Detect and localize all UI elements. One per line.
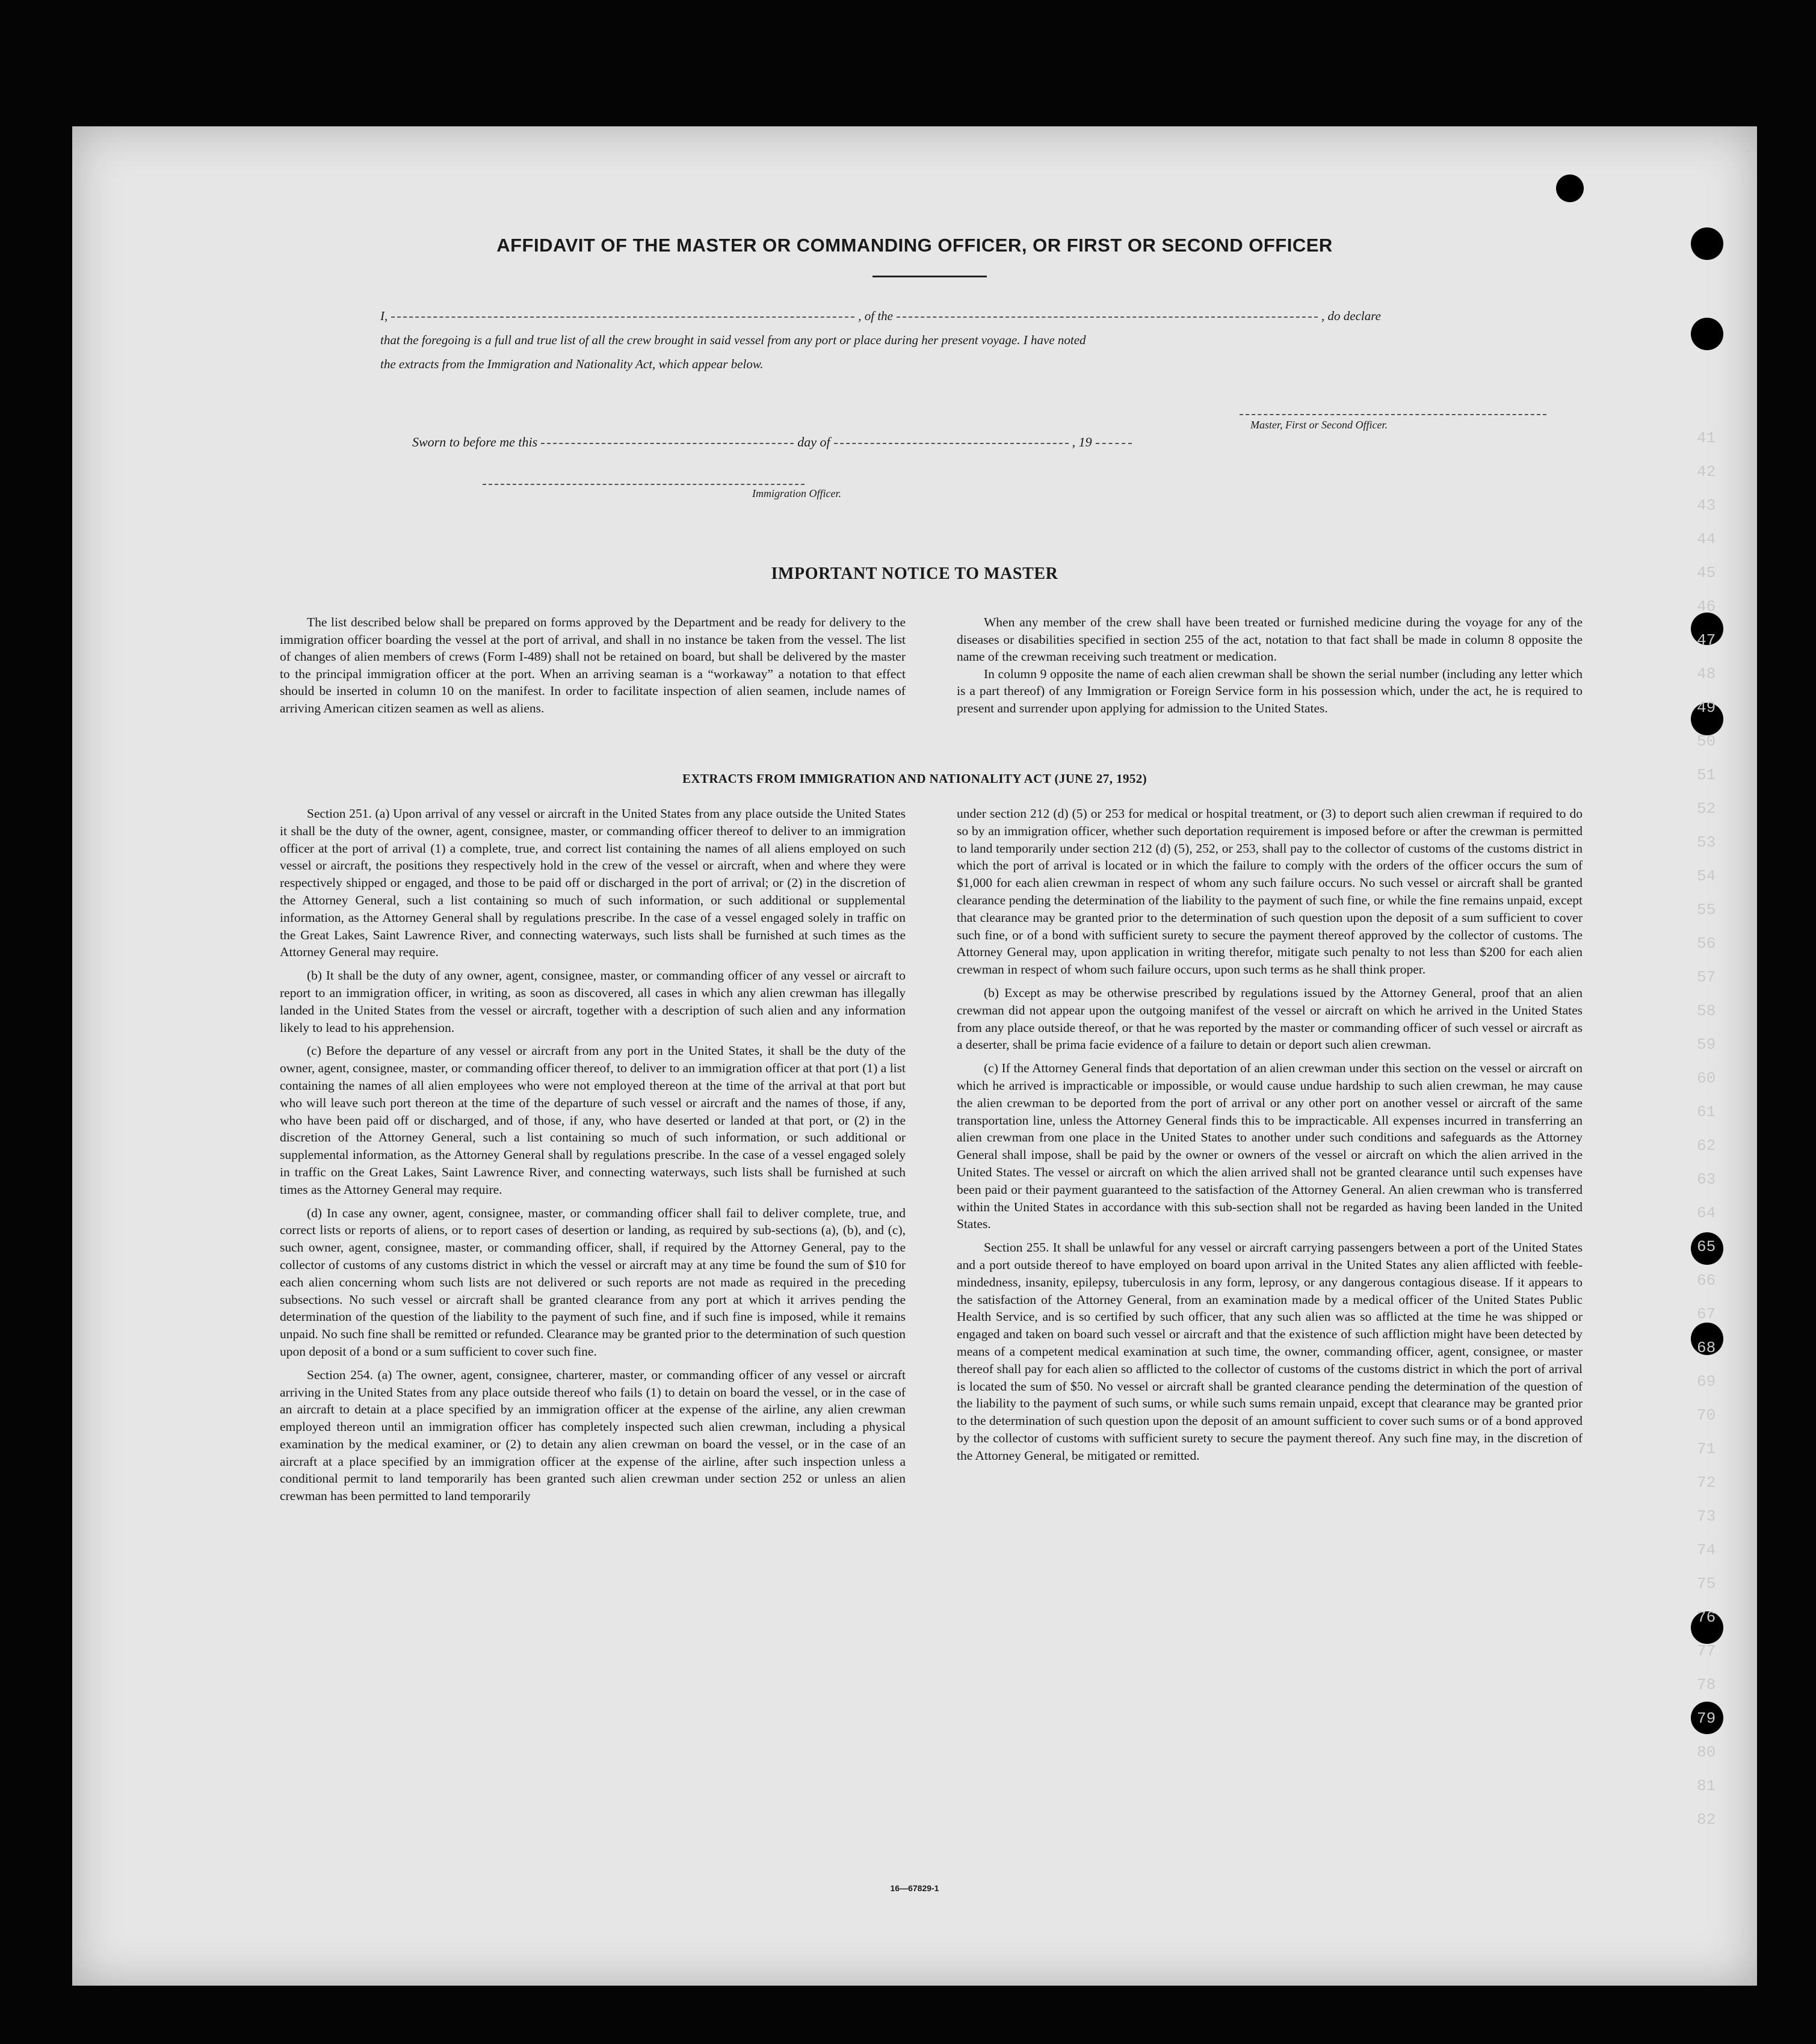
- section-254-a: Section 254. (a) The owner, agent, consignee, charterer, master, or commanding officer of any vessel or aircraft arriving in the United States from any place outside thereof who fails (1) to detain on board the vessel, or in the case of an aircraft to detain at a place specified by an immigration officer at the expense of the airline, any alien crewman employed thereon until an immigration officer has completely inspected such alien crewman, including a physical examination by the medical examiner, or (2) to detain any alien crewman on board the vessel, or in the case of an aircraft at a place specified by an immigration officer at the expense of the airline, after such inspection unless a conditional permit to land temporarily has been granted such alien crewman under section 252 or unless an alien crewman has been permitted to land temporarily: [280, 1367, 906, 1504]
- notice-right-column: [957, 614, 1583, 717]
- master-signature-line[interactable]: [1240, 414, 1546, 415]
- sworn-line: [412, 434, 1135, 450]
- notice-title: IMPORTANT NOTICE TO MASTER: [771, 564, 1058, 583]
- affidavit-line-3: the extracts from the Immigration and Nationality Act, which appear below.: [380, 357, 764, 371]
- year-label: , 19: [1072, 434, 1092, 449]
- vessel-name-field[interactable]: [897, 316, 1318, 318]
- extracts-right-column: [957, 805, 1583, 1470]
- section-255: Section 255. It shall be unlawful for any vessel or aircraft carrying passengers between a port of the United States and a port outside thereof to have employed on board upon arrival in the United States any alien afflicted with feeble-mindedness, insanity, epilepsy, tuberculosis in any form, leprosy, or any dangerous contagious disease. If it appears to the satisfaction of the Attorney General, from an examination made by a medical officer of the United States Public Health Service, and is so certified by such officer, that any such alien was so afflicted at the time he was shipped or engaged and taken on board such vessel or aircraft and that the existence of such affliction might have been detected by means of a competent medical examination at such time, the owner, commanding officer, agent, consignee, or master thereof shall pay for each alien so afflicted to the collector of customs of the customs district in which the port of arrival is located the sum of $50. No vessel or aircraft shall be granted clearance pending the determination of the question of the liability to the payment of such sums, or while such sums remain unpaid, except that clearance may be granted prior to the determination of such question upon the deposit of an amount sufficient to cover such sums or of a bond approved by the collector of customs with sufficient surety to secure the payment thereof. Any such fine may, in the discretion of the Attorney General, be mitigated or remitted.: [957, 1240, 1583, 1463]
- section-251-c: (c) Before the departure of any vessel or aircraft from any port in the United States, it shall be the duty of the owner, agent, consignee, master, or commanding officer thereof, to deliver to an immigration officer at that port (1) a list containing the names of all alien employees who were not employed thereon at the time of the arrival at that port but who will leave such port thereon at the time of the departure of such vessel or aircraft and the names of those, if any, who have been paid off or discharged, and of those, if any, who have deserted or landed at that port, or (2) in the discretion of the Attorney General, such a list containing so much of such information, or such additional or supplemental information, as the Attorney General shall by regulations prescribe. In the case of a vessel engaged solely in traffic on the Great Lakes, Saint Lawrence River, and connecting waterways, such lists shall be furnished at such times as the Attorney General may require.: [280, 1043, 906, 1197]
- immigration-officer-signature-line[interactable]: [483, 484, 805, 485]
- binder-hole: [1556, 174, 1584, 202]
- extracts-left-column: [280, 805, 906, 1511]
- section-254-c: (c) If the Attorney General finds that deportation of an alien crewman under this section on the vessel or aircraft on which he arrived is impracticable or impossible, or would cause undue hardship to such alien crewman, he may cause the alien crewman to be deported from the port of arrival or any other port on another vessel or aircraft of the same transportation line, unless the Attorney General finds this to be impracticable. All expenses incurred in transferring an alien crewman from one place in the United States to another under such conditions and safeguards as the Attorney General shall impose, shall be paid by the owner or owners of the vessel or aircraft on which the alien arrived in the United States. The vessel or aircraft on which the alien arrived shall not be granted clearance until such expenses have been paid or their payment guaranteed to the satisfaction of the Attorney General. An alien crewman who is transferred within the United States in accordance with this sub-section shall not be regarded as having been landed in the United States.: [957, 1061, 1583, 1232]
- affidavit-line-2: that the foregoing is a full and true list of all the crew brought in said vessel from any port or place during her present voyage. I have noted: [380, 333, 1086, 347]
- document-page: [72, 126, 1757, 1986]
- extracts-title: EXTRACTS FROM IMMIGRATION AND NATIONALITY ACT (JUNE 27, 1952): [682, 771, 1147, 786]
- title-underline: [872, 276, 987, 277]
- sworn-label: Sworn to before me this: [412, 434, 538, 449]
- form-number: 16—67829-1: [890, 1883, 939, 1893]
- officer-name-field[interactable]: [391, 316, 854, 318]
- master-signature-caption: Master, First or Second Officer.: [1250, 419, 1388, 431]
- section-254-a-continued: under section 212 (d) (5) or 253 for medical or hospital treatment, or (3) to deport such alien crewman if required to do so by an immigration officer, whether such deportation requirement is imposed before or after the crewman is permitted to land temporarily under section 212 (d) (5), 252, or 253, shall pay to the collector of customs of the customs district in which the port of arrival is located or in which the failure to comply with the orders of the officer occurs the sum of $1,000 for each alien crewman in respect of whom any such failure occurs. No such vessel or aircraft shall be granted clearance pending the determination of the liability to the payment of such fine, or while the fine remains unpaid, except that clearance may be granted prior to the determination of such question upon the deposit of a sum sufficient to cover such fine, or of a bond with sufficient surety to secure the payment thereof approved by the collector of customs. The Attorney General may, upon application in writing therefor, mitigate such penalty to not less than $200 for each alien crewman in respect of whom such failure occurs, upon such terms as he shall think proper.: [957, 806, 1583, 977]
- i-label: I,: [380, 309, 388, 323]
- section-251-a: Section 251. (a) Upon arrival of any vessel or aircraft in the United States from any place outside the United States it shall be the duty of the owner, agent, consignee, master, or commanding officer thereof to deliver to an immigration officer at the port of arrival (1) a complete, true, and correct list containing the names of all aliens employed on such vessel or aircraft, the positions they respectively hold in the crew of the vessel or aircraft, when and where they were respectively shipped or engaged, and those to be paid off or discharged in the port of arrival; or (2) in the discretion of the Attorney General, such a list containing so much of such information, or such additional or supplemental information, as the Attorney General shall by regulations prescribe. In the case of a vessel engaged solely in traffic on the Great Lakes, Saint Lawrence River, and connecting waterways, such lists shall be furnished at such times as the Attorney General may require.: [280, 806, 906, 960]
- section-251-b: (b) It shall be the duty of any owner, agent, consignee, master, or commanding officer of any vessel or aircraft to report to an immigration officer, in writing, as soon as discovered, all cases in which any alien crewman has illegally landed in the United States from the vessel or aircraft, together with a description of such alien and any information likely to lead to his apprehension.: [280, 968, 906, 1035]
- sworn-year-field[interactable]: [1096, 443, 1132, 444]
- affidavit-declaration-line: [380, 304, 1548, 328]
- section-251-d: (d) In case any owner, agent, consignee, master, or commanding officer shall fail to deliver complete, true, and correct lists or reports of aliens, or to report cases of desertion or landing, as required by sub-sections (a), (b), and (c), such owner, agent, consignee, master, or commanding officer, shall, if required by the Attorney General, pay to the collector of customs of any customs district in which the vessel or aircraft may at any time be found the sum of $10 for each alien concerning whom such lists are not delivered or such reports are not made as required in the preceding subsections. No such vessel or aircraft shall be granted clearance from any port at which it arrives pending the determination of the question of the liability to the payment of such fine, and if such fine is imposed, while it remains unpaid. No such fine shall be remitted or refunded. Clearance may be granted prior to the determination of such question upon deposit of a bond or a sum sufficient to cover such fine.: [280, 1205, 906, 1359]
- sworn-month-field[interactable]: [834, 443, 1069, 444]
- day-of-label: day of: [797, 434, 830, 449]
- notice-paragraph: In column 9 opposite the name of each alien crewman shall be shown the serial number (including any letter which is a part thereof) of any Immigration or Foreign Service form in his possession which, under the act, he is required to present and surrender upon applying for admission to the United States.: [957, 666, 1583, 715]
- affidavit-statement: [380, 304, 1548, 376]
- notice-paragraph: When any member of the crew shall have been treated or furnished medicine during the voyage for any of the diseases or disabilities specified in section 255 of the act, notation to that fact shall be made in column 8 opposite the name of the crewman receiving such treatment or medication.: [957, 615, 1583, 664]
- of-the-label: , of the: [858, 309, 893, 323]
- affidavit-title: AFFIDAVIT OF THE MASTER OR COMMANDING OFFICER, OR FIRST OR SECOND OFFICER: [496, 235, 1333, 256]
- binder-hole: [1691, 318, 1723, 350]
- do-declare-label: , do declare: [1321, 309, 1381, 323]
- notice-left-column: [280, 614, 906, 717]
- notice-paragraph: The list described below shall be prepared on forms approved by the Department and be ready for delivery to the immigration officer boarding the vessel at the port of arrival, and shall in no instance be taken from the vessel. The list of changes of alien members of crews (Form I-489) shall not be retained on board, but shall be delivered by the master to the principal immigration officer at the port. When an arriving seaman is a “workaway” a notation to that effect should be inserted in column 10 on the manifest. In order to facilitate inspection of alien seamen, include names of arriving American citizen seamen as well as aliens.: [280, 615, 906, 715]
- immigration-officer-caption: Immigration Officer.: [752, 487, 841, 499]
- bleed-through-line-numbers: 41 42 43 44 45 46 47 48 49 50 51 52 53 54 55 56 57 58 59 60 61 62 63 64 65 66 67 68 69 70 71 72 73 74 75 76 77 78 79 80 81 82: [1697, 429, 1716, 1829]
- section-254-b: (b) Except as may be otherwise prescribed by regulations issued by the Attorney General, proof that an alien crewman did not appear upon the outgoing manifest of the vessel or aircraft on which he arrived in the United States from any place outside thereof, or that he was reported by the master or commanding officer of such vessel or aircraft as a deserter, shall be prima facie evidence of a failure to detain or deport such alien crewman.: [957, 985, 1583, 1052]
- sworn-day-field[interactable]: [541, 443, 794, 444]
